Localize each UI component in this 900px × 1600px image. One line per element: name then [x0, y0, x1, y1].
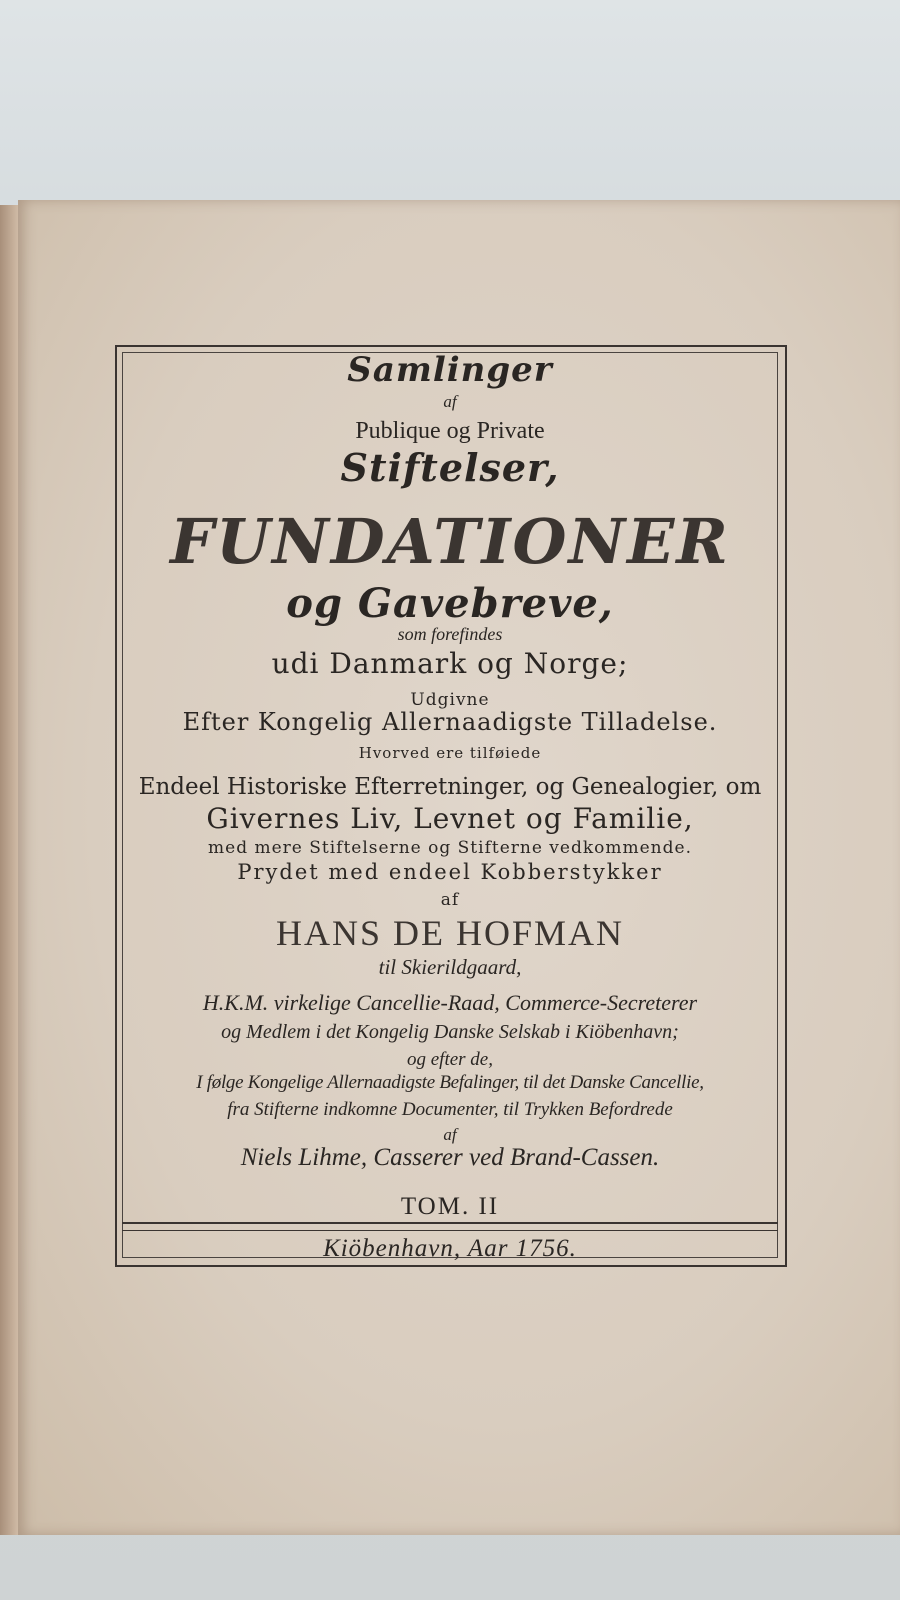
line-befalinger: I følge Kongelige Allernaadigste Befalinger, til det Danske Cancellie,: [196, 1072, 704, 1093]
line-danmark-norge: udi Danmark og Norge;: [271, 647, 629, 680]
line-prydet: Prydet med endeel Kobberstykker: [237, 860, 663, 884]
line-hvorved: Hvorved ere tilføiede: [358, 744, 542, 762]
line-udgivne: Udgivne: [410, 690, 490, 710]
double-rule-bottom: [122, 1230, 778, 1231]
editor-name: Niels Lihme, Casserer ved Brand-Cassen.: [240, 1144, 660, 1171]
title-fundationer: FUNDATIONER: [170, 505, 730, 578]
double-rule-top: [122, 1222, 778, 1224]
line-forefindes: som forefindes: [397, 624, 503, 644]
line-documenter: fra Stifterne indkomne Documenter, til Trykken Befordrede: [227, 1099, 673, 1120]
line-cancellie-raad: H.K.M. virkelige Cancellie-Raad, Commerce-Secreterer: [202, 990, 698, 1015]
title-samlinger: Samlinger: [347, 350, 553, 390]
imprint-place-date: Kiöbenhavn, Aar 1756.: [323, 1235, 577, 1262]
title-gavebreve: og Gavebreve,: [286, 580, 614, 627]
line-af-1: af: [443, 392, 457, 411]
line-publique: Publique og Private: [355, 418, 545, 444]
line-med-mere: med mere Stiftelserne og Stifterne vedkommende.: [208, 838, 692, 858]
line-tilladelse: Efter Kongelig Allernaadigste Tilladelse.: [182, 708, 718, 736]
line-af-3: af: [443, 1125, 457, 1144]
title-stiftelser: Stiftelser,: [340, 445, 560, 490]
author-name: HANS DE HOFMAN: [275, 913, 625, 953]
volume-number: TOM. II: [400, 1193, 500, 1220]
line-efter-de: og efter de,: [406, 1049, 493, 1070]
line-af-2: af: [440, 890, 460, 910]
line-skierildgaard: til Skierildgaard,: [378, 955, 522, 979]
line-givernes: Givernes Liv, Levnet og Familie,: [206, 802, 694, 835]
line-efterretninger: Endeel Historiske Efterretninger, og Genealogier, om: [138, 774, 762, 800]
line-medlem: og Medlem i det Kongelig Danske Selskab i Kiöbenhavn;: [221, 1021, 679, 1043]
